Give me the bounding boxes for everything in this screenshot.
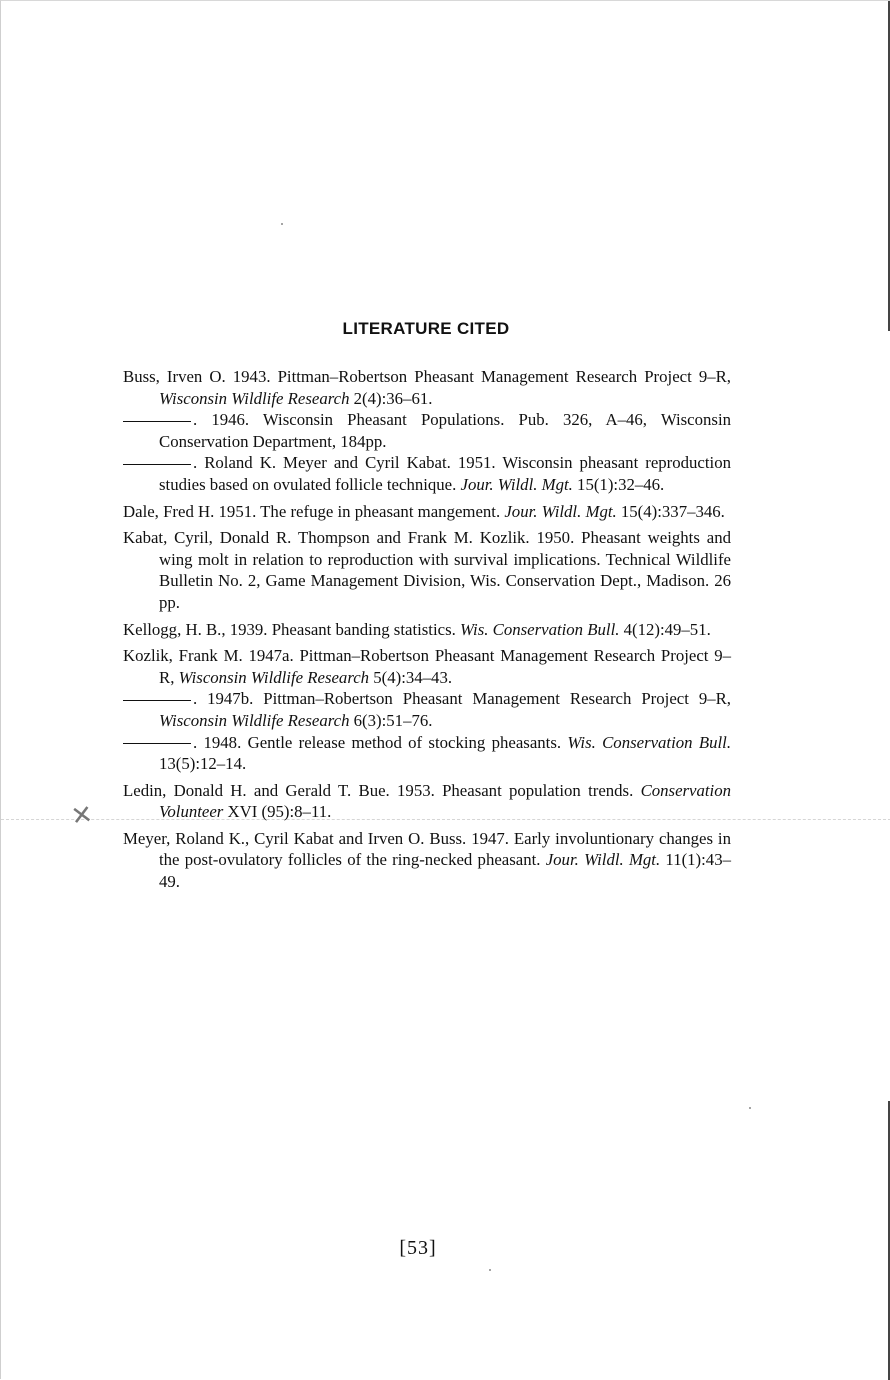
reference-text: . Roland K. Meyer and Cyril Kabat. 1951. Wisconsin pheasant reproduction studies based on ovulated follicle technique. xyxy=(159,453,731,494)
reference-entry xyxy=(123,645,731,688)
reference-text: Kozlik, Frank M. 1947a. Pittman–Robertson Pheasant Management Research Project 9–R, xyxy=(123,646,731,687)
reference-entry xyxy=(123,619,731,641)
journal-title: Jour. Wildl. Mgt. xyxy=(545,850,661,870)
journal-title: Wisconsin Wildlife Research xyxy=(159,710,350,730)
ditto-rule xyxy=(123,464,191,465)
page-number: [53] xyxy=(399,1237,437,1259)
journal-title: Wis. Conservation Bull. xyxy=(567,732,732,752)
reference-text: . 1948. Gentle release method of stocking pheasants. xyxy=(193,732,568,752)
reference-text: Ledin, Donald H. and Gerald T. Bue. 1953. Pheasant population trends. xyxy=(123,780,641,800)
reference-text: 4(12):49–51. xyxy=(619,619,711,639)
reference-text: . 1946. Wisconsin Pheasant Populations. Pub. 326, A–46, Wisconsin Conservation Department, 184pp. xyxy=(159,410,731,451)
ditto-rule xyxy=(123,743,191,744)
journal-title: Jour. Wildl. Mgt. xyxy=(460,474,573,494)
reference-text: . 1947b. Pittman–Robertson Pheasant Management Research Project 9–R, xyxy=(193,689,731,709)
reference-text: 15(4):337–346. xyxy=(616,501,725,521)
reference-text: Kabat, Cyril, Donald R. Thompson and Frank M. Kozlik. 1950. Pheasant weights and wing molt in relation to reproduction with survival implications. Technical Wildlife Bulletin No. 2, Game Management Division, Wis. Conservation Dept., Madison. 26 pp. xyxy=(123,528,731,612)
reference-text: 2(4):36–61. xyxy=(349,388,433,408)
reference-entry-continued xyxy=(123,732,731,775)
reference-entry-continued xyxy=(123,452,731,495)
reference-entry-continued xyxy=(123,688,731,731)
reference-entry xyxy=(123,501,731,523)
reference-entry xyxy=(123,366,731,409)
reference-entry xyxy=(123,527,731,613)
reference-entry-continued xyxy=(123,409,731,452)
ditto-rule xyxy=(123,700,191,701)
paper-speck xyxy=(749,1107,751,1109)
reference-entry xyxy=(123,780,731,823)
reference-entry xyxy=(123,828,731,893)
reference-list xyxy=(123,366,731,893)
journal-title: Wisconsin Wildlife Research xyxy=(178,667,370,687)
reference-text: Kellogg, H. B., 1939. Pheasant banding statistics. xyxy=(123,619,460,639)
reference-text: 13(5):12–14. xyxy=(159,754,247,774)
journal-title: Jour. Wildl. Mgt. xyxy=(504,501,617,521)
journal-title: Wis. Conservation Bull. xyxy=(460,619,620,639)
ditto-rule xyxy=(123,421,191,422)
journal-title: Wisconsin Wildlife Research xyxy=(159,388,350,408)
journal-title: Conservation Volunteer xyxy=(159,780,731,822)
reference-text: 11(1):43–49. xyxy=(159,850,731,892)
reference-text: Meyer, Roland K., Cyril Kabat and Irven O. Buss. 1947. Early involuntionary changes in the post-ovulatory follicles of the ring-necked pheasant. xyxy=(123,828,731,870)
reference-text: 15(1):32–46. xyxy=(572,474,665,494)
section-heading: LITERATURE CITED xyxy=(342,319,510,338)
paper-speck xyxy=(281,223,283,225)
pencil-check-mark: ✕ xyxy=(69,799,95,833)
reference-text: Buss, Irven O. 1943. Pittman–Robertson Pheasant Management Research Project 9–R, xyxy=(123,367,731,386)
paper-speck xyxy=(489,1269,491,1271)
reference-text: 6(3):51–76. xyxy=(349,710,433,730)
reference-text: Dale, Fred H. 1951. The refuge in pheasant mangement. xyxy=(123,501,505,521)
reference-text: 5(4):34–43. xyxy=(369,667,453,687)
reference-text: XVI (95):8–11. xyxy=(223,802,332,822)
